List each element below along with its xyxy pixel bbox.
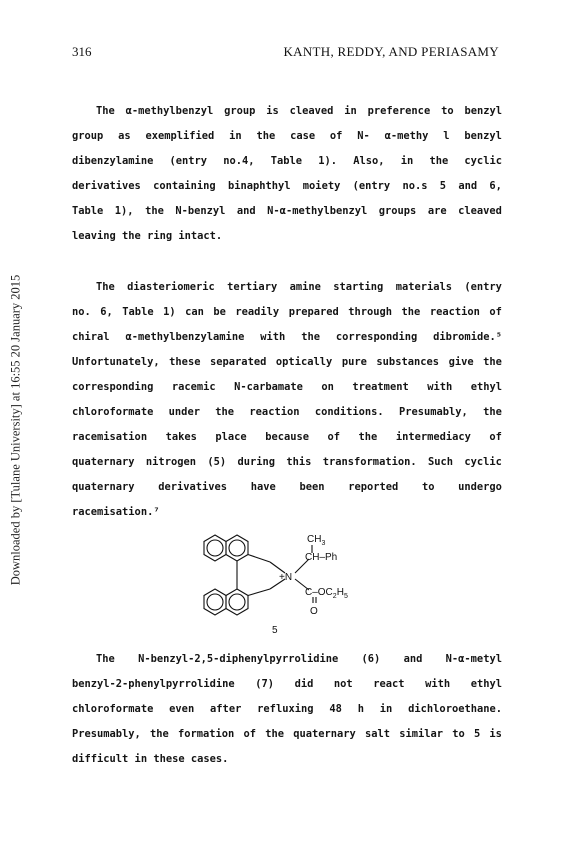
text-line: racemisation.⁷ xyxy=(72,506,160,518)
text-line: Presumably, the formation of the quaternary salt similar to 5 is xyxy=(72,728,502,740)
quaternary-nitrogen-label: +N xyxy=(279,572,293,583)
download-note: Downloaded by [Tulane University] at 16:55 20 January 2015 xyxy=(8,274,23,586)
running-title: KANTH, REDDY, AND PERIASAMY xyxy=(283,44,499,59)
text-line: derivatives containing binaphthyl moiety (entry no.s 5 and 6, xyxy=(72,180,502,192)
ch3-label: $CH_3$ xyxy=(307,534,326,547)
paragraph-cleavage xyxy=(72,99,502,249)
text-line: leaving the ring intact. xyxy=(72,230,223,242)
text-line: no. 6, Table 1) can be readily prepared through the reaction of xyxy=(72,306,502,318)
binaphthyl-rings xyxy=(204,535,316,615)
structure-figure-5 xyxy=(175,527,425,637)
carbonyl-oxygen-label: O xyxy=(310,606,318,617)
text-line: group as exemplified in the case of N- α-methy l benzyl xyxy=(72,130,502,142)
text-line: chloroformate under the reaction conditions. Presumably, the xyxy=(72,406,502,418)
text-line: chiral α-methylbenzylamine with the corresponding dibromide.⁵ xyxy=(72,331,502,343)
page-number: 316 xyxy=(72,44,92,59)
text-line: corresponding racemic N-carbamate on treatment with ethyl xyxy=(72,381,502,393)
compound-number: 5 xyxy=(272,625,278,636)
text-line: The N-benzyl-2,5-diphenylpyrrolidine (6) and N-α-metyl xyxy=(96,653,502,665)
text-line: chloroformate even after refluxing 48 h in dichloroethane. xyxy=(72,703,502,715)
text-line: benzyl-2-phenylpyrrolidine (7) did not react with ethyl xyxy=(72,678,502,690)
text-line: The diasteriomeric tertiary amine starting materials (entry xyxy=(96,281,502,293)
text-line: quaternary nitrogen (5) during this transformation. Such cyclic xyxy=(72,456,502,468)
text-line: difficult in these cases. xyxy=(72,753,229,765)
text-line: The α-methylbenzyl group is cleaved in preference to benzyl xyxy=(96,105,502,117)
text-line: Table 1), the N-benzyl and N-α-methylbenzyl groups are cleaved xyxy=(72,205,502,217)
paragraph-racemisation xyxy=(72,275,502,525)
text-line: racemisation takes place because of the intermediacy of xyxy=(72,431,502,443)
text-line: quaternary derivatives have been reported to undergo xyxy=(72,481,502,493)
carbamate-label: $C-OC_2H_5$ xyxy=(305,587,348,600)
ch-ph-label: CH–Ph xyxy=(305,552,338,563)
paragraph-pyrrolidines xyxy=(72,647,502,772)
text-line: Unfortunately, these separated optically pure substances give the xyxy=(72,356,502,368)
text-line: dibenzylamine (entry no.4, Table 1). Also, in the cyclic xyxy=(72,155,502,167)
